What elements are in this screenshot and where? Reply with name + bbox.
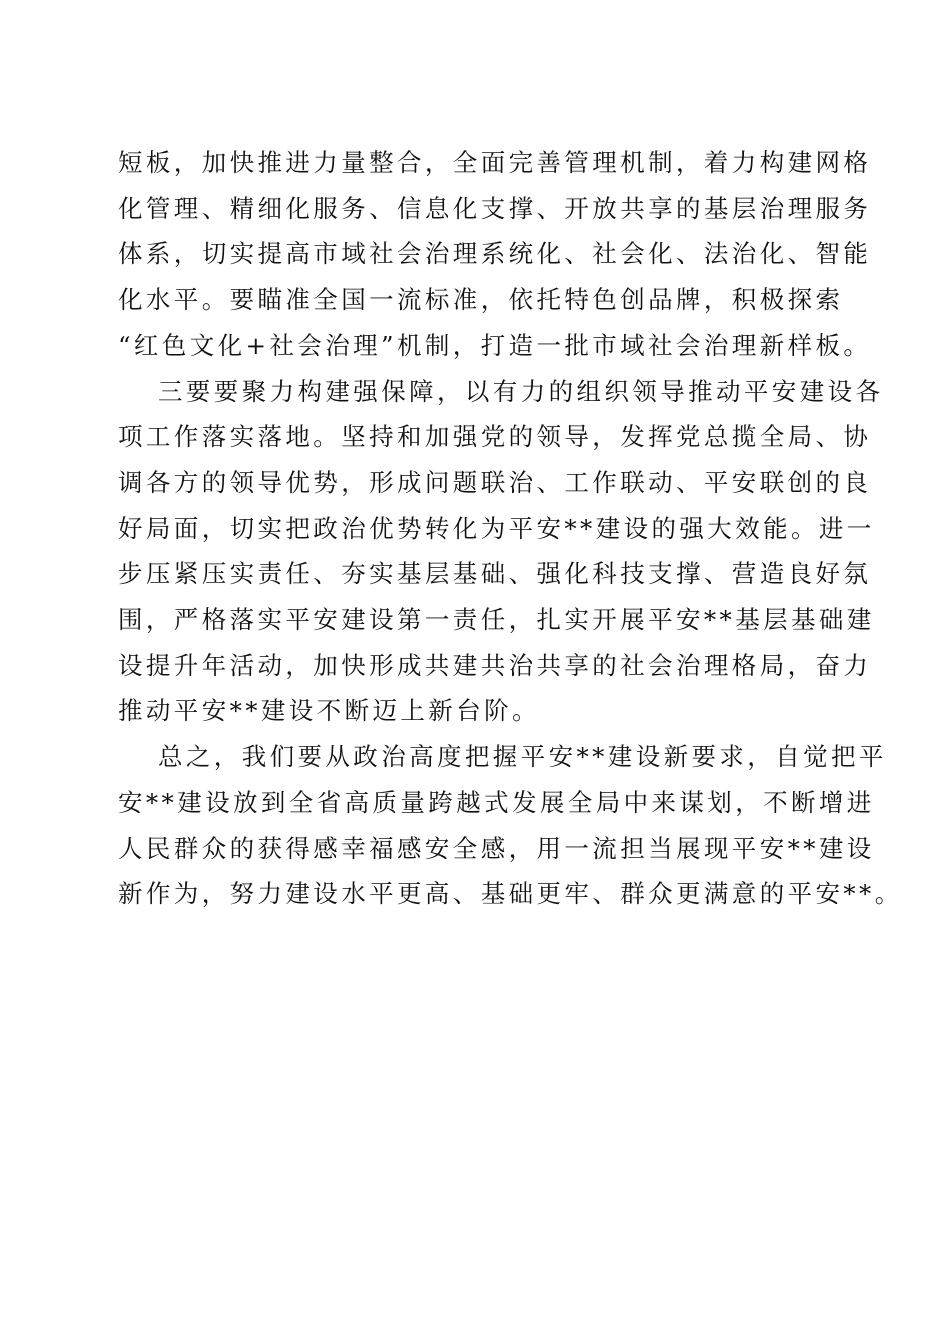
paragraph-1 <box>118 140 872 369</box>
text-line: 三要要聚力构建强保障，以有力的组织领导推动平安建设各 <box>158 376 884 406</box>
text-line: 总之，我们要从政治高度把握平安**建设新要求，自觉把平 <box>158 742 887 772</box>
document-body <box>118 140 903 917</box>
text-line: 推动平安**建设不断迈上新台阶。 <box>118 696 540 726</box>
text-line: 化水平。要瞄准全国一流标准，依托特色创品牌，积极探索 <box>118 285 844 315</box>
text-line: 调各方的领导优势，形成问题联治、工作联动、平安联创的良 <box>118 467 872 497</box>
text-line: 安**建设放到全省高质量跨越式发展全局中来谋划，不断增进 <box>118 787 875 817</box>
text-line: 好局面，切实把政治优势转化为平安**建设的强大效能。进一 <box>118 513 875 543</box>
paragraph-3 <box>118 734 903 917</box>
text-line: 新作为，努力建设水平更高、基础更牢、群众更满意的平安**。 <box>118 879 903 909</box>
text-line: 设提升年活动，加快形成共建共治共享的社会治理格局，奋力 <box>118 650 872 680</box>
text-line: 项工作落实落地。坚持和加强党的领导，发挥党总揽全局、协 <box>118 422 872 452</box>
text-line: 短板，加快推进力量整合，全面完善管理机制，着力构建网格 <box>118 148 872 177</box>
text-line: “红色文化+社会治理”机制，打造一批市域社会治理新样板。 <box>118 330 872 360</box>
text-line: 步压紧压实责任、夯实基层基础、强化科技支撑、营造良好氛 <box>118 559 872 589</box>
text-line: 体系，切实提高市域社会治理系统化、社会化、法治化、智能 <box>118 239 872 269</box>
text-line: 化管理、精细化服务、信息化支撑、开放共享的基层治理服务 <box>118 193 872 223</box>
text-line: 人民群众的获得感幸福感安全感，用一流担当展现平安**建设 <box>118 833 875 863</box>
paragraph-2 <box>118 369 884 735</box>
text-line: 围，严格落实平安建设第一责任，扎实开展平安**基层基础建 <box>118 605 875 635</box>
